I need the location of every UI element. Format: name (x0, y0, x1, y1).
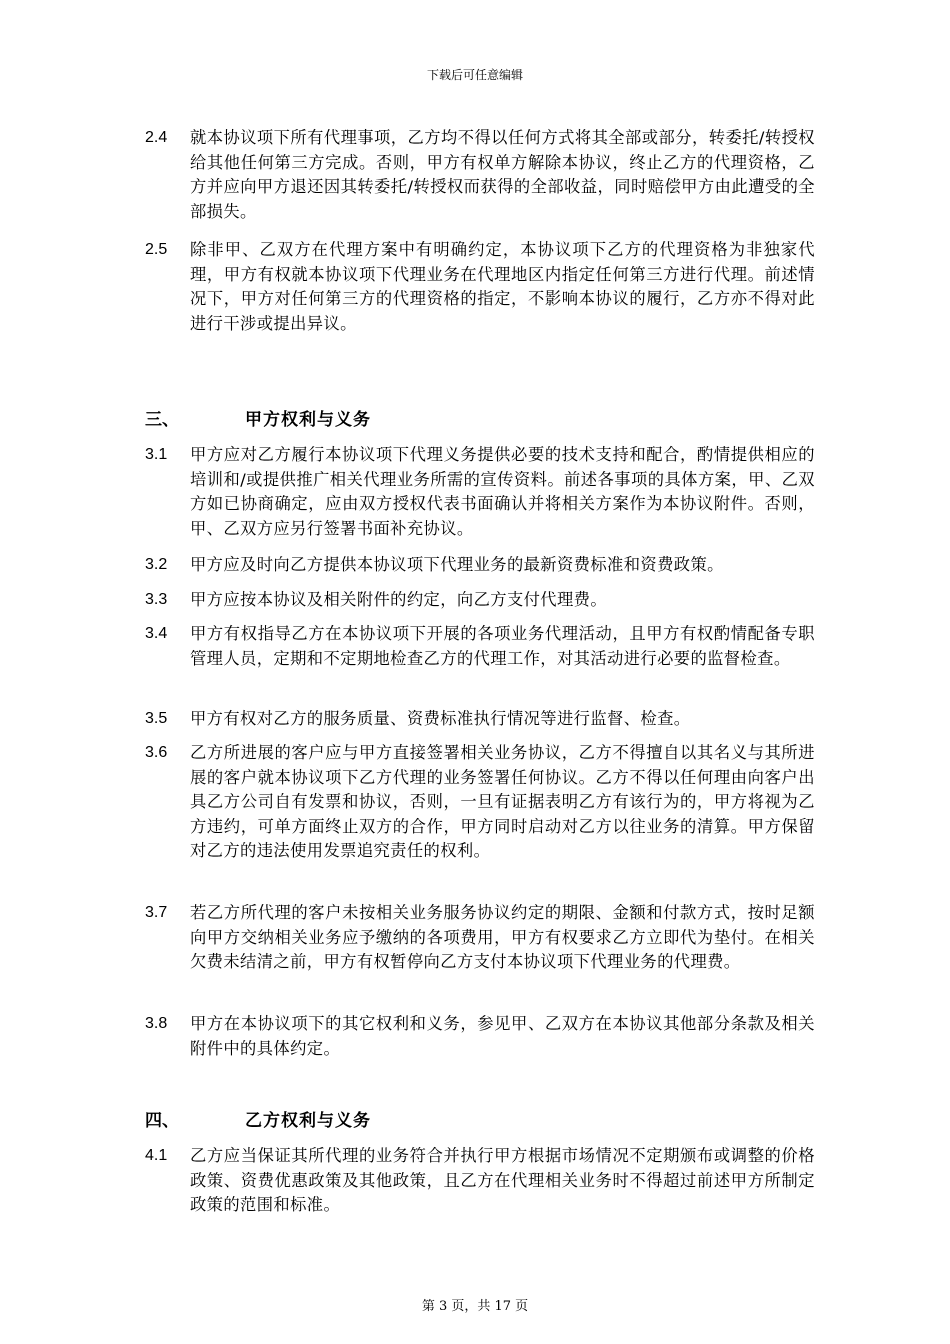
clause-number: 3.4 (145, 625, 168, 642)
clause-3-1 (145, 443, 815, 541)
clause-text: 甲方应及时向乙方提供本协议项下代理业务的最新资费标准和资费政策。 (190, 555, 724, 574)
clause-number: 3.1 (145, 446, 168, 463)
clause-number: 4.1 (145, 1147, 168, 1164)
clause-text: 甲方在本协议项下的其它权利和义务，参见甲、乙双方在本协议其他部分条款及相关附件中的具体约定。 (190, 1014, 815, 1058)
section-title: 乙方权利与义务 (245, 1111, 371, 1131)
section-number: 三、 (145, 410, 179, 430)
clause-text: 除非甲、乙双方在代理方案中有明确约定，本协议项下乙方的代理资格为非独家代理，甲方有权就本协议项下代理业务在代理地区内指定任何第三方进行代理。前述情况下，甲方对任何第三方的代理资格的指定，不影响本协议的履行，乙方亦不得对此进行干涉或提出异议。 (190, 240, 815, 333)
clause-3-4 (145, 622, 815, 671)
clause-3-8 (145, 1012, 815, 1061)
clause-3-3 (145, 588, 815, 613)
clause-text: 就本协议项下所有代理事项，乙方均不得以任何方式将其全部或部分，转委托/转授权给其他任何第三方完成。否则，甲方有权单方解除本协议，终止乙方的代理资格，乙方并应向甲方退还因其转委托/转授权而获得的全部收益，同时赔偿甲方由此遭受的全部损失。 (190, 128, 815, 221)
clause-number: 3.7 (145, 904, 168, 921)
clause-text: 甲方有权指导乙方在本协议项下开展的各项业务代理活动，且甲方有权酌情配备专职管理人员，定期和不定期地检查乙方的代理工作，对其活动进行必要的监督检查。 (190, 624, 815, 668)
clause-2-4 (145, 126, 815, 224)
clause-text: 若乙方所代理的客户未按相关业务服务协议约定的期限、金额和付款方式，按时足额向甲方交纳相关业务应予缴纳的各项费用，甲方有权要求乙方立即代为垫付。在相关欠费未结清之前，甲方有权暂停向乙方支付本协议项下代理业务的代理费。 (190, 903, 815, 971)
clause-3-6 (145, 741, 815, 864)
clause-number: 3.5 (145, 710, 168, 727)
clause-2-5 (145, 238, 815, 336)
page-footer: 第 3 页，共 17 页 (421, 1299, 529, 1314)
clause-number: 3.8 (145, 1015, 168, 1032)
clause-3-2 (145, 553, 815, 578)
section-number: 四、 (145, 1111, 179, 1131)
clause-number: 2.5 (145, 241, 168, 258)
clause-number: 3.2 (145, 556, 168, 573)
clause-4-1 (145, 1144, 815, 1218)
clause-3-5 (145, 707, 815, 732)
section-title: 甲方权利与义务 (245, 410, 371, 430)
clause-text: 甲方应按本协议及相关附件的约定，向乙方支付代理费。 (190, 590, 608, 609)
clause-text: 乙方应当保证其所代理的业务符合并执行甲方根据市场情况不定期颁布或调整的价格政策、资费优惠政策及其他政策，且乙方在代理相关业务时不得超过前述甲方所制定政策的范围和标准。 (190, 1146, 815, 1214)
page-header: 下载后可任意编辑 (426, 68, 523, 82)
clause-number: 3.6 (145, 744, 168, 761)
clause-number: 2.4 (145, 129, 168, 146)
clause-3-7 (145, 901, 815, 975)
clause-text: 甲方有权对乙方的服务质量、资费标准执行情况等进行监督、检查。 (190, 709, 691, 728)
clause-text: 甲方应对乙方履行本协议项下代理义务提供必要的技术支持和配合，酌情提供相应的培训和/或提供推广相关代理业务所需的宣传资料。前述各事项的具体方案，甲、乙双方如已协商确定，应由双方授权代表书面确认并将相关方案作为本协议附件。否则，甲、乙双方应另行签署书面补充协议。 (190, 445, 815, 538)
clause-number: 3.3 (145, 591, 168, 608)
clause-text: 乙方所进展的客户应与甲方直接签署相关业务协议，乙方不得擅自以其名义与其所进展的客户就本协议项下乙方代理的业务签署任何协议。乙方不得以任何理由向客户出具乙方公司自有发票和协议，否则，一旦有证据表明乙方有该行为的，甲方将视为乙方违约，可单方面终止双方的合作，甲方同时启动对乙方以往业务的清算。甲方保留对乙方的违法使用发票追究责任的权利。 (190, 743, 815, 860)
